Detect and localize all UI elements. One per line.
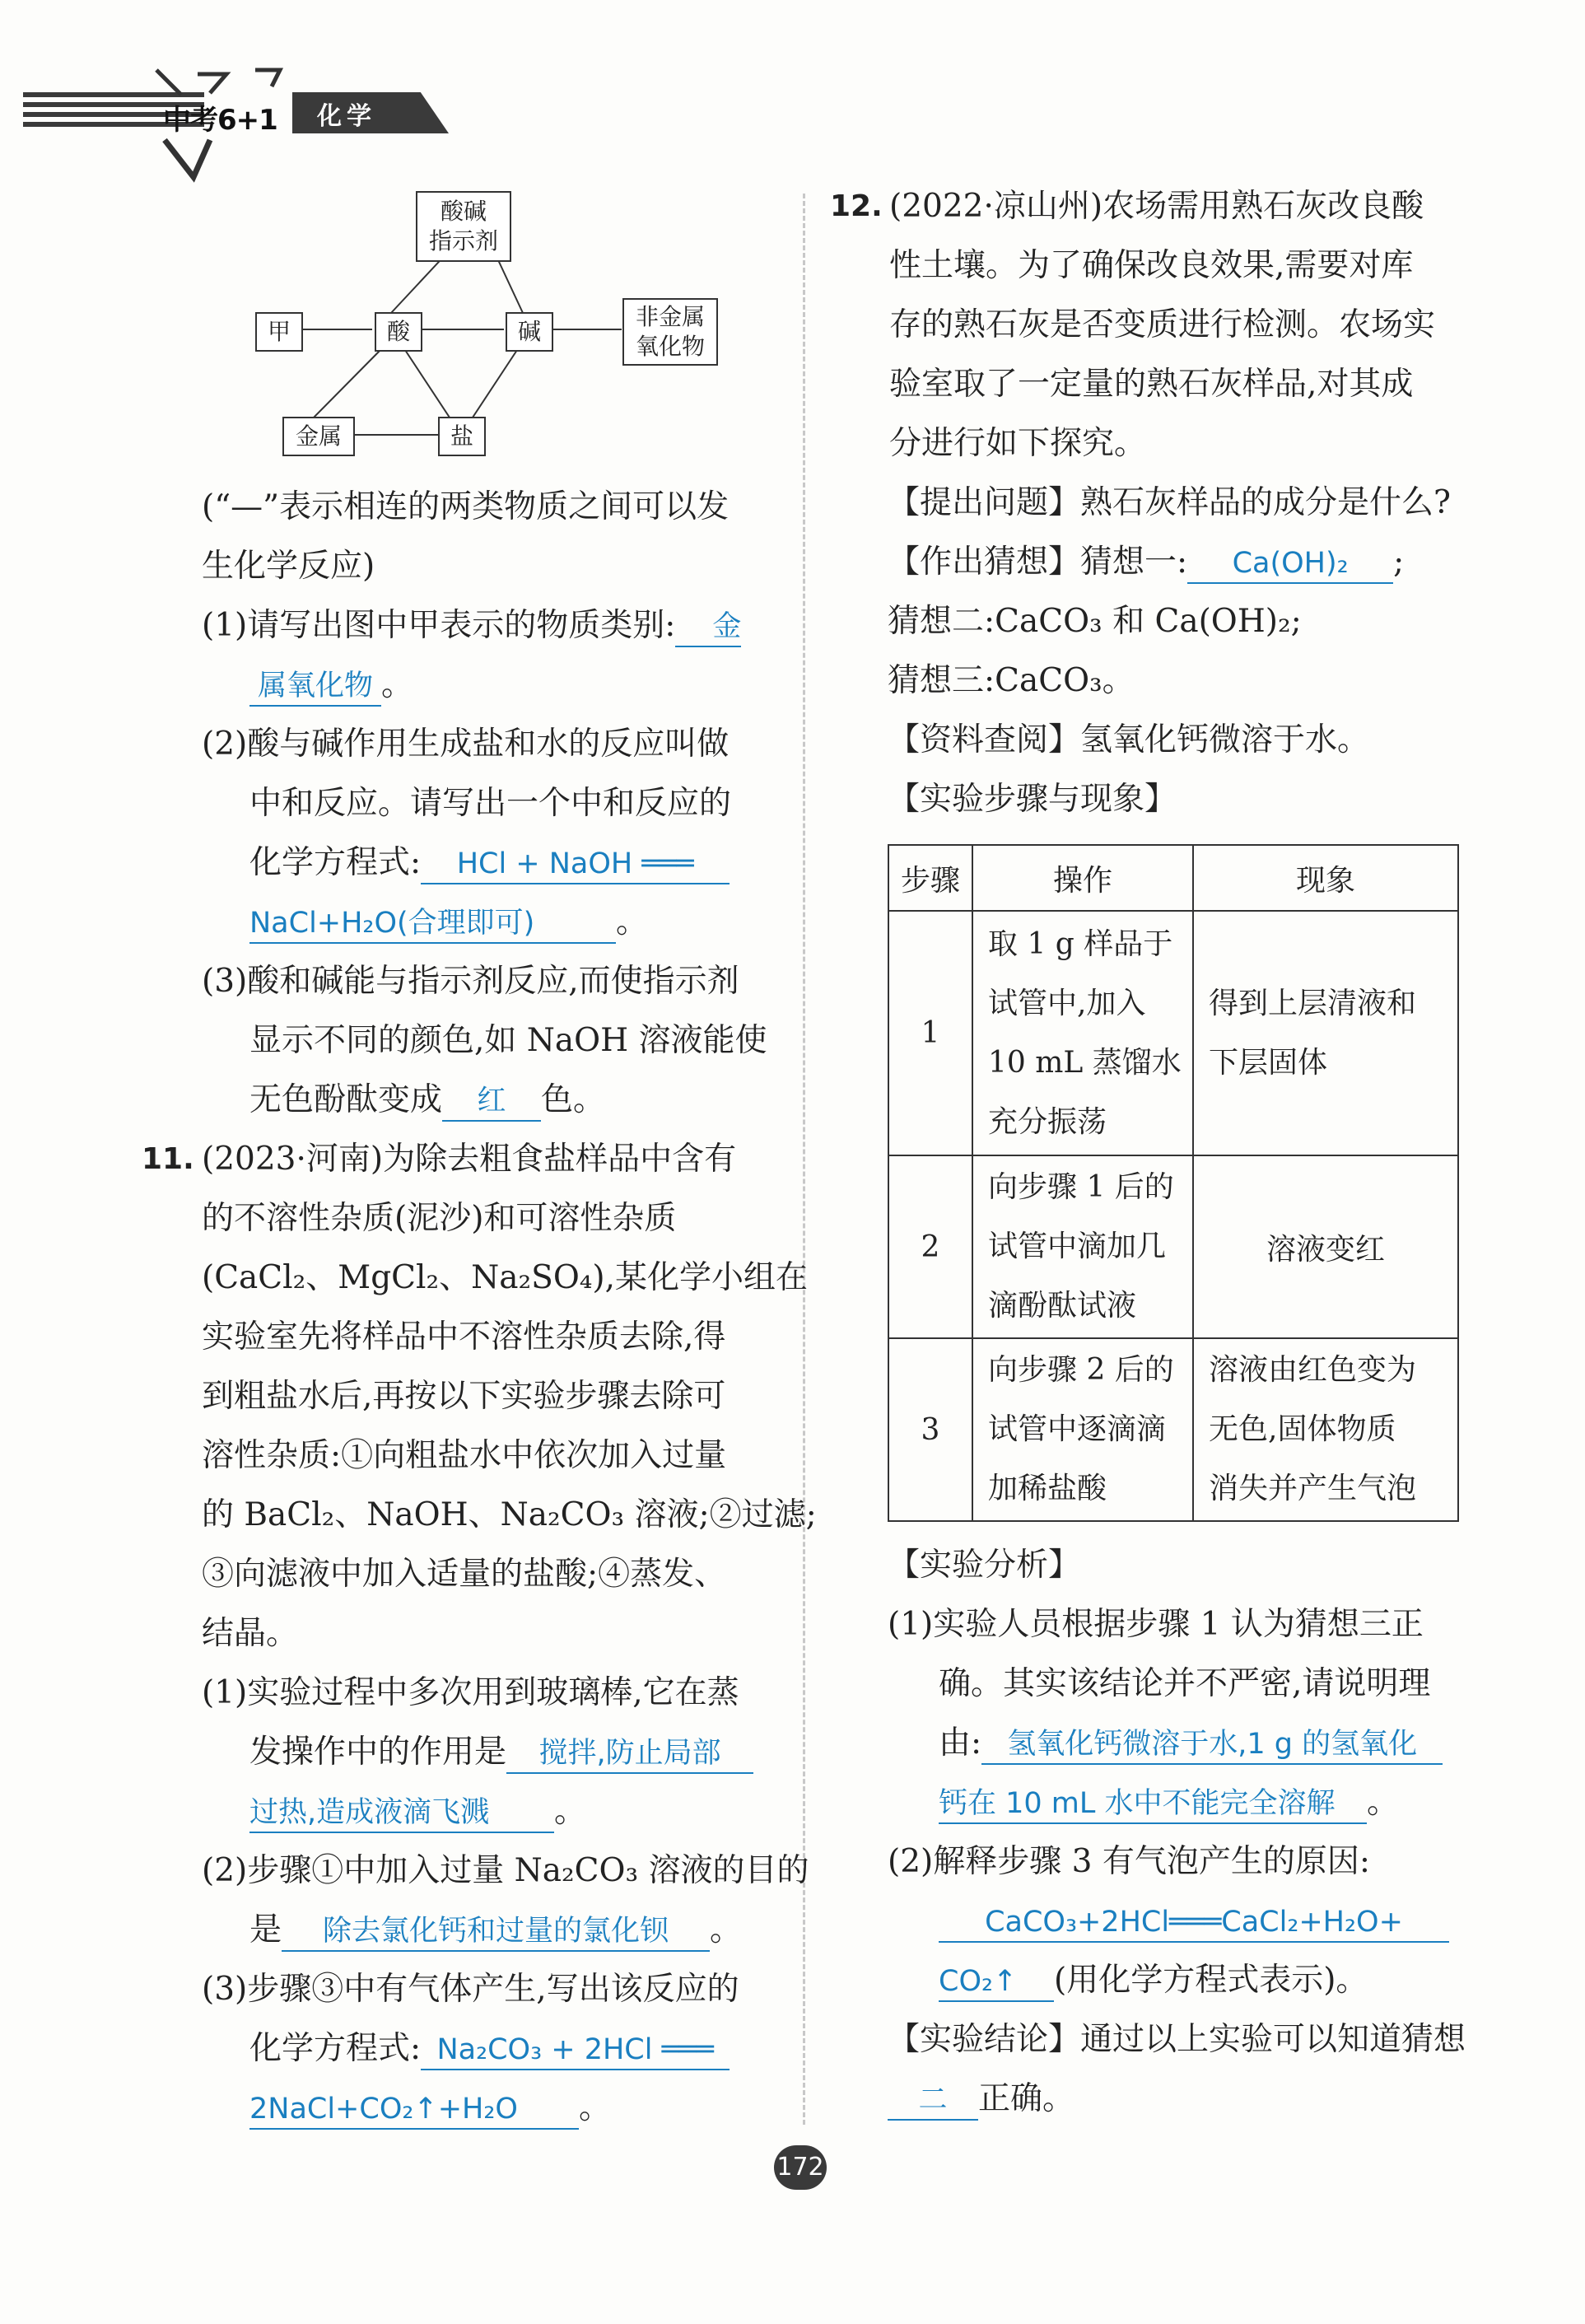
q11-line8: ③向滤液中加入适量的盐酸;④蒸发、 — [202, 1556, 727, 1593]
table-cell-operation: 取 1 g 样品于 试管中,加入 10 mL 蒸馏水 充分振荡 — [972, 911, 1193, 1155]
q12-number: 12. — [830, 189, 883, 223]
q12-analysis-title: 【实验分析】 — [888, 1547, 1081, 1584]
q10-note-line1: (“—”表示相连的两类物质之间可以发 — [202, 488, 730, 525]
q11-p2-answer: 除去氯化钙和过量的氯化钡 — [282, 1912, 710, 1952]
q10-p3-line2: 显示不同的颜色,如 NaOH 溶液能使 — [249, 1022, 767, 1059]
q12-a2-line1: (2)解释步骤 3 有气泡产生的原因: — [888, 1843, 1370, 1880]
q10-p1-answer-a: 金 — [675, 608, 741, 647]
q12-guess2: 猜想二:CaCO₃ 和 Ca(OH)₂; — [888, 603, 1302, 640]
q11-p1-answer-b: 过热,造成液滴飞溅 — [249, 1794, 554, 1833]
table-row — [888, 911, 1458, 1155]
q10-p1: (1)请写出图中甲表示的物质类别: 金 — [202, 596, 741, 656]
q12-a1-answer-a: 氢氧化钙微溶于水,1 g 的氢氧化 — [981, 1725, 1443, 1765]
q12-a1-answer-b: 钙在 10 mL 水中不能完全溶解 — [939, 1785, 1367, 1824]
diagram-metal: 金属 — [282, 417, 355, 456]
q10-p1-cont: 属氧化物 。 — [249, 656, 413, 715]
q11-p3-answer-a: Na₂CO₃ + 2HCl ═══ — [421, 2031, 730, 2070]
q12-a2-answer-b: CO₂↑ — [939, 1962, 1054, 2002]
q11-p1-line3: 过热,造成液滴飞溅 。 — [249, 1782, 586, 1841]
q10-p2-line1: (2)酸与碱作用生成盐和水的反应叫做 — [202, 726, 730, 763]
table-cell-result: 溶液变红 — [1193, 1155, 1458, 1338]
table-cell-result: 溶液由红色变为 无色,固体物质 消失并产生气泡 — [1193, 1338, 1458, 1521]
q12-info: 【资料查阅】氢氧化钙微溶于水。 — [888, 721, 1370, 758]
q12-line5: 分进行如下探究。 — [889, 425, 1147, 462]
q10-p3-line3: 无色酚酞变成 红 色。 — [249, 1071, 605, 1130]
q12-a2-answer-a: CaCO₃+2HCl═══CaCl₂+H₂O+ — [939, 1903, 1449, 1943]
table-cell-step: 2 — [888, 1155, 972, 1338]
q10-p2-line2: 中和反应。请写出一个中和反应的 — [249, 785, 732, 822]
q11-p1-answer-a: 搅拌,防止局部 — [506, 1734, 753, 1774]
q11-line9: 结晶。 — [202, 1615, 299, 1652]
table-header-operation: 操作 — [972, 845, 1193, 911]
table-cell-result: 得到上层清液和 下层固体 — [1193, 911, 1458, 1155]
table-header-step: 步骤 — [888, 845, 972, 911]
q11-p1-line1: (1)实验过程中多次用到玻璃棒,它在蒸 — [202, 1674, 739, 1711]
diagram-salt: 盐 — [438, 417, 486, 456]
q11-p3-line2: 化学方程式: Na₂CO₃ + 2HCl ═══ — [249, 2019, 730, 2079]
table-cell-step: 1 — [888, 911, 972, 1155]
q11-line6: 溶性杂质:①向粗盐水中依次加入过量 — [202, 1437, 727, 1474]
q10-p2-eq: 化学方程式: HCl + NaOH ═══ — [249, 833, 730, 893]
q12-guess3: 猜想三:CaCO₃。 — [888, 662, 1135, 699]
page-number: 172 — [774, 2145, 827, 2190]
q12-conclusion: 【实验结论】通过以上实验可以知道猜想 — [888, 2021, 1466, 2058]
diagram-base: 碱 — [506, 312, 553, 352]
q12-line1: (2022·凉山州)农场需用熟石灰改良酸 — [889, 188, 1424, 225]
column-divider — [803, 194, 805, 2125]
q12-a1-line1: (1)实验人员根据步骤 1 认为猜想三正 — [888, 1606, 1424, 1643]
q11-number: 11. — [142, 1142, 194, 1176]
q11-p3-line3: 2NaCl+CO₂↑+H₂O 。 — [249, 2079, 611, 2138]
q11-line7: 的 BaCl₂、NaOH、Na₂CO₃ 溶液;②过滤; — [202, 1496, 817, 1533]
q11-p2-line1: (2)步骤①中加入过量 Na₂CO₃ 溶液的目的 — [202, 1852, 809, 1889]
diagram-indicator: 酸碱 指示剂 — [416, 191, 511, 262]
q10-p1-answer-b: 属氧化物 — [249, 667, 381, 707]
q11-p3-line1: (3)步骤③中有气体产生,写出该反应的 — [202, 1971, 739, 2008]
diagram-jia: 甲 — [255, 312, 303, 352]
q10-p3-answer: 红 — [442, 1082, 541, 1122]
subject-label: 化学 — [317, 102, 376, 131]
table-cell-step: 3 — [888, 1338, 972, 1521]
q10-p2-answer-a: HCl + NaOH ═══ — [421, 845, 730, 884]
q12-line4: 验室取了一定量的熟石灰样品,对其成 — [889, 366, 1414, 403]
table-row — [888, 1155, 1458, 1338]
q10-p2-eq-cont: NaCl+H₂O(合理即可) 。 — [249, 893, 648, 952]
q11-line5: 到粗盐水后,再按以下实验步骤去除可 — [202, 1378, 726, 1415]
q10-note-line2: 生化学反应) — [202, 548, 375, 585]
table-cell-operation: 向步骤 1 后的 试管中滴加几 滴酚酞试液 — [972, 1155, 1193, 1338]
q12-line2: 性土壤。为了确保改良效果,需要对库 — [889, 247, 1414, 284]
q12-guess1: 【作出猜想】猜想一: Ca(OH)₂ ; — [888, 533, 1404, 592]
q11-line2: 的不溶性杂质(泥沙)和可溶性杂质 — [202, 1200, 677, 1237]
table-row — [888, 1338, 1458, 1521]
q11-p2-line2: 是 除去氯化钙和过量的氯化钡 。 — [249, 1901, 742, 1960]
q12-conclusion-answer: 二 — [888, 2081, 978, 2121]
experiment-table — [888, 844, 1459, 1522]
q12-a2-line3: CO₂↑ (用化学方程式表示)。 — [939, 1951, 1368, 2010]
q12-question: 【提出问题】熟石灰样品的成分是什么? — [888, 484, 1451, 521]
q11-p1-line2: 发操作中的作用是 搅拌,防止局部 — [249, 1723, 753, 1782]
table-cell-operation: 向步骤 2 后的 试管中逐滴滴 加稀盐酸 — [972, 1338, 1193, 1521]
diagram-nonmetal-oxide: 非金属 氧化物 — [622, 298, 718, 366]
q11-line3: (CaCl₂、MgCl₂、Na₂SO₄),某化学小组在 — [202, 1259, 809, 1296]
q12-line3: 存的熟石灰是否变质进行检测。农场实 — [889, 306, 1436, 343]
q10-p2-answer-b: NaCl+H₂O(合理即可) — [249, 904, 616, 944]
diagram-acid: 酸 — [375, 312, 422, 352]
q12-a1-line2: 确。其实该结论并不严密,请说明理 — [939, 1665, 1431, 1702]
q12-guess1-answer: Ca(OH)₂ — [1187, 544, 1393, 584]
q11-p3-answer-b: 2NaCl+CO₂↑+H₂O — [249, 2090, 579, 2130]
q11-line4: 实验室先将样品中不溶性杂质去除,得 — [202, 1318, 726, 1356]
q12-a1-line4: 钙在 10 mL 水中不能完全溶解 。 — [939, 1773, 1399, 1832]
table-header-row — [888, 845, 1458, 911]
q11-line1: (2023·河南)为除去粗食盐样品中含有 — [202, 1141, 737, 1178]
q12-a2-line2 — [939, 1892, 1449, 1951]
q12-a1-line3: 由: 氢氧化钙微溶于水,1 g 的氢氧化 — [939, 1714, 1443, 1773]
logo-text: 中考6+1 — [163, 104, 277, 137]
table-header-result: 现象 — [1193, 845, 1458, 911]
q12-conclusion-line2: 二 正确。 — [888, 2070, 1075, 2129]
q12-steps-title: 【实验步骤与现象】 — [888, 781, 1177, 818]
q10-p3-line1: (3)酸和碱能与指示剂反应,而使指示剂 — [202, 963, 739, 1000]
